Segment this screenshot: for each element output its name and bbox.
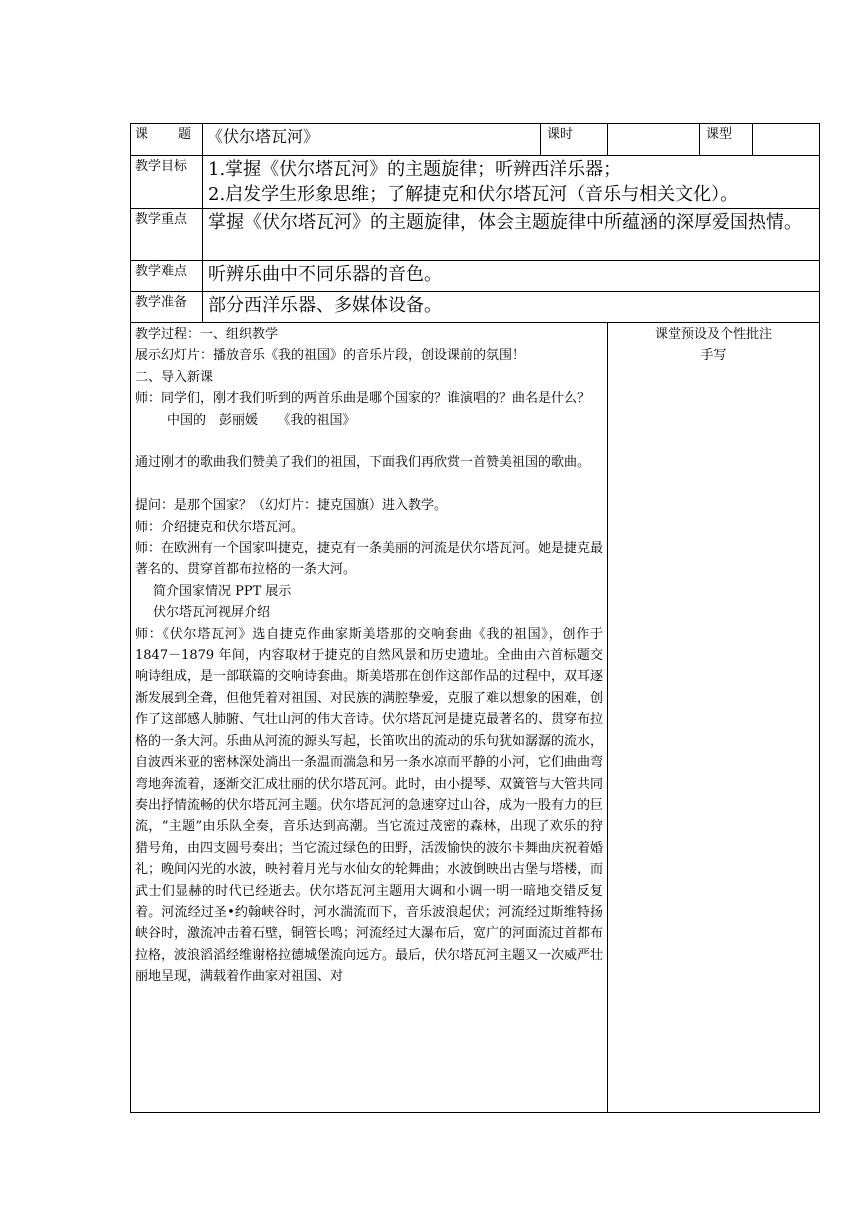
hours-label: 课时 — [541, 124, 608, 156]
annotation-cell — [608, 323, 820, 1113]
objective-line-1: 1.掌握《伏尔塔瓦河》的主题旋律；听辨西洋乐器； — [208, 159, 622, 180]
key-points-label: 教学重点 — [131, 209, 203, 261]
process-row — [131, 323, 820, 1113]
title-label-part-1: 课 — [135, 127, 149, 142]
process-line: 师：在欧洲有一个国家叫捷克，捷克有一条美丽的河流是伏尔塔瓦河。她是捷克最著名的、贯穿首都布拉格的一条大河。 — [135, 541, 604, 578]
process-line: 提问：是那个国家？（幻灯片：捷克国旗）进入教学。 — [135, 498, 448, 514]
title-value: 《伏尔塔瓦河》 — [203, 124, 541, 156]
preparation-label: 教学准备 — [131, 292, 203, 323]
annotation-title: 课堂预设及个性批注 — [654, 327, 772, 342]
process-line: 展示幻灯片：播放音乐《我的祖国》的音乐片段，创设课前的氛围！ — [135, 348, 526, 364]
teaching-process-cell — [131, 323, 608, 1113]
preparation-row — [131, 292, 820, 323]
lesson-plan-table — [130, 123, 820, 1113]
type-value — [753, 124, 820, 156]
objective-line-2: 2.启发学生形象思维；了解捷克和伏尔塔瓦河（音乐与相关文化）。 — [208, 184, 739, 205]
process-line: 教学过程：一、组织教学 — [135, 327, 279, 342]
difficulties-row — [131, 261, 820, 292]
title-row — [131, 124, 820, 156]
key-points-row — [131, 209, 820, 261]
process-line: 师：同学们，刚才我们听到的两首乐曲是哪个国家的？谁演唱的？曲名是什么？ — [135, 391, 591, 407]
objectives-row — [131, 156, 820, 209]
process-line: 伏尔塔瓦河视屏介绍 — [153, 605, 271, 621]
objectives-label: 教学目标 — [131, 156, 203, 209]
process-line: 简介国家情况 PPT 展示 — [153, 583, 292, 599]
key-points-text: 掌握《伏尔塔瓦河》的主题旋律，体会主题旋律中所蕴涵的深厚爱国热情。 — [203, 209, 820, 261]
preparation-text: 部分西洋乐器、多媒体设备。 — [203, 292, 820, 323]
process-line: 通过刚才的歌曲我们赞美了我们的祖国，下面我们再欣赏一首赞美祖国的歌曲。 — [135, 455, 591, 471]
process-line: 中国的 彭丽媛 《我的祖国》 — [167, 412, 356, 428]
process-line: 师：介绍捷克和伏尔塔瓦河。 — [135, 519, 305, 535]
title-label-part-2: 题 — [178, 127, 192, 142]
objectives-cell — [203, 156, 820, 209]
difficulties-text: 听辨乐曲中不同乐器的音色。 — [203, 261, 820, 292]
annotation-note: 手写 — [700, 348, 727, 363]
title-label-cell — [131, 124, 203, 156]
process-blank-line — [135, 474, 603, 495]
process-paragraph: 师：《伏尔塔瓦河》选自捷克作曲家斯美塔那的交响套曲《我的祖国》，创作于 1847－1879 年间，内容取材于捷克的自然风景和历史遗址。全曲由六首标题交响诗组成，是一部联篇的交响诗套曲。斯美塔那在创作这部作品的过程中，双耳逐渐发展到全聋，但他凭着对祖国、对民族的满腔挚爱，克服了难以想象的困难，创作了这部感人肺腑、气壮山河的伟大音诗。伏尔塔瓦河是捷克最著名的、贯穿布拉格的一条大河。乐曲从河流的源头写起，长笛吹出的流动的乐句犹如潺潺的流水，自波西米亚的密林深处淌出一条温而湍急和另一条水凉而平静的小河，它们曲曲弯弯地奔流着，逐渐交汇成壮丽的伏尔塔瓦河。此时，由小提琴、双簧管与大管共同奏出抒情流畅的伏尔塔瓦河主题。伏尔塔瓦河的急速穿过山谷，成为一股有力的巨流，“主题”由乐队全奏，音乐达到高潮。当它流过茂密的森林，出现了欢乐的狩猎号角，由四支圆号奏出；当它流过绿色的田野，活泼愉快的波尔卡舞曲庆祝着婚礼；晚间闪光的水波，映衬着月光与水仙女的轮舞曲；水波倒映出古堡与塔楼，而武士们显赫的时代已经逝去。伏尔塔瓦河主题用大调和小调一明一暗地交错反复着。河流经过圣•约翰峡谷时，河水湍流而下，音乐波浪起伏；河流经过斯维特扬峡谷时，激流冲击着石壁，铜管长鸣；河流经过大瀑布后，宽广的河面流过首都布拉格，波浪滔滔经维谢格拉德城堡流向远方。最后，伏尔塔瓦河主题又一次威严壮丽地呈现，满载着作曲家对祖国、对 — [135, 626, 604, 985]
difficulties-label: 教学难点 — [131, 261, 203, 292]
process-blank-line — [135, 431, 603, 452]
type-label: 课型 — [700, 124, 753, 156]
process-line: 二、导入新课 — [135, 369, 214, 385]
hours-value — [608, 124, 700, 156]
